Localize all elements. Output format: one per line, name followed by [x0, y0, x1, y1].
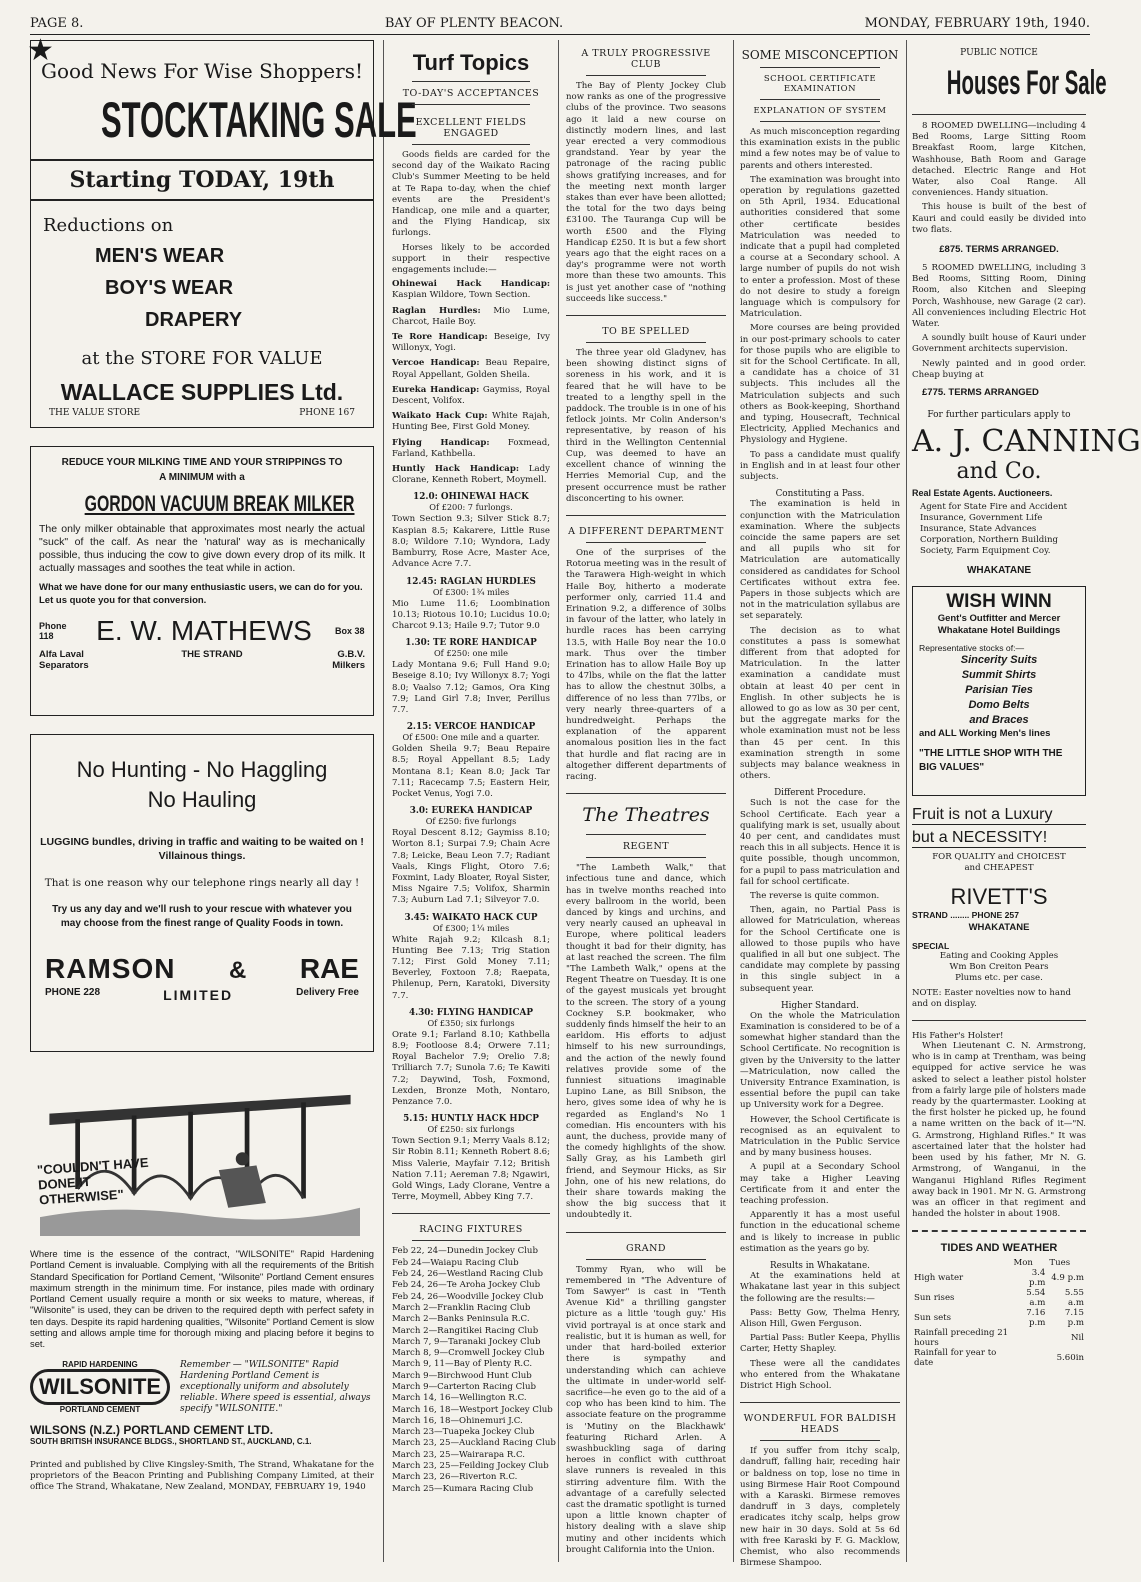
- race-pick-name: Ohinewai Hack Handicap:: [392, 279, 550, 290]
- tides-cell: Sun rises: [914, 1293, 955, 1304]
- fixtures-title: RACING FIXTURES: [419, 1224, 523, 1236]
- race-pick-name: Te Rore Handicap:: [392, 332, 488, 343]
- standard-heading: Higher Standard.: [781, 1000, 859, 1011]
- race-pick-name: Flying Handicap:: [392, 437, 490, 448]
- special-item: Plums etc. per case.: [955, 973, 1043, 984]
- wilsonite-caption: "COULDN'T HAVE DONE IT OTHERWISE": [36, 1154, 149, 1208]
- race-stake: Of £350; six furlongs: [427, 1017, 515, 1028]
- mathews-left: Alfa Laval Separators: [39, 649, 89, 671]
- race-heading: 12.0: OHINEWAI HACK: [413, 492, 529, 503]
- houses-title: Houses For Sale: [946, 64, 1107, 102]
- tides-cell: 4.9 p.m: [1051, 1273, 1084, 1284]
- race-pick: [392, 279, 550, 301]
- paper-name: BAY OF PLENTY BEACON.: [384, 16, 564, 31]
- special-item: Eating and Cooking Apples: [939, 951, 1059, 962]
- tides-cell: Nil: [1070, 1333, 1084, 1344]
- race-acceptances: Orate 9.1; Farland 8.10; Kathbella 8.9; Footloose 8.4; Orwere 7.11; Royal Bachelor 7.9; Orelio 7.8; Trilliarch 7.7; Sunola 7.6; Te Kawiti 7.2; Daywind, Tosh, Foxmond, Lexden, Bronze Moth, Nontaro, Penzance 7.0.: [392, 1029, 550, 1107]
- edu-p4: To pass a candidate must qualify in English and in at least four other subjects.: [740, 449, 900, 483]
- house2-kauri: A soundly built house of Kauri under Government architects supervision.: [912, 333, 1086, 355]
- fruit-line1: Fruit is not a Luxury: [912, 806, 1086, 825]
- winn-item: and Braces: [969, 714, 1029, 727]
- regent-heading: REGENT: [622, 841, 670, 853]
- race-pick: [392, 332, 550, 354]
- baldish-heading: WONDERFUL FOR BALDISH HEADS: [743, 1413, 897, 1436]
- bridge-illustration: [30, 1076, 370, 1236]
- fixture-item: March 9—Birchwood Hunt Club: [392, 1370, 532, 1381]
- tides-cell: 5.54 a.m: [1026, 1288, 1046, 1309]
- race-stake: Of £250: one mile: [433, 648, 509, 659]
- fixture-item: March 23, 25—Wairarapa R.C.: [392, 1449, 526, 1460]
- grand-heading: GRAND: [625, 1242, 667, 1254]
- winn-shop: "THE LITTLE SHOP WITH THE BIG VALUES": [919, 748, 1063, 774]
- winn-rep: Representative stocks of:—: [919, 643, 1025, 654]
- tides-cell: Rainfall for year to date: [914, 1348, 997, 1369]
- rivett-special: SPECIAL: [912, 941, 950, 952]
- race-pick-horses: Foxmead, Farland, Kathbella.: [392, 437, 550, 459]
- rivett-name: RIVETT'S: [950, 884, 1048, 910]
- edu-p10: On the whole the Matriculation Examination is considered to be of a somewhat higher standard than the School Certificate. No recognition is given by the University to the latter—Matriculation, now called the University Entrance Examination, is essential before the pupil can take up University work for a Degree.: [740, 1010, 900, 1111]
- winn-ad: [912, 586, 1086, 796]
- race-pick-horses: Beau Repaire, Royal Appellant, Golden Sheila.: [392, 358, 550, 380]
- tides-table: [912, 1258, 1086, 1368]
- race-acceptances: Royal Descent 8.12; Gaymiss 8.10; Worton 8.1; Surpai 7.9; Chain Acre 7.8; Leicke, Beau Leon 7.7; Radiant Vaals, Kings Flight, Otoro 7.6; Foxmint, Lady Bloater, Royal Sister, Miss Ngaire 7.5; Volifox, Sharmin 7.3; Auburn Lad 7.1; Silveyor 7.0.: [392, 828, 550, 906]
- house2-text: 5 ROOMED DWELLING, including 3 Bed Rooms, Sitting Room, Dining Room, also Kitchen and Sleeping Porch, Washhouse, new Garage (2 car). All conveniences including Electric Hot Water.: [912, 263, 1086, 330]
- race-pick: [392, 358, 550, 380]
- rivett-note: NOTE: Easter novelties now to hand and on display.: [912, 988, 1072, 1010]
- rivett-special-items: [912, 951, 1086, 984]
- theatres-title: The Theatres: [582, 804, 710, 827]
- race-pick: [392, 438, 550, 460]
- tides-header-row: [912, 1258, 1086, 1268]
- tides-cell: 7.15 p.m: [1064, 1308, 1084, 1329]
- canning-name: A. J. CANNING: [912, 424, 1141, 460]
- mathews-top: REDUCE YOUR MILKING TIME AND YOUR STRIPPINGS TO A MINIMUM with a: [61, 457, 343, 483]
- race-stake: Of £300; 1¼ miles: [432, 922, 510, 933]
- star-icon: ★: [27, 33, 54, 68]
- regent-text: "The Lambeth Walk," that infectious tune and dance, which has in twelve months reached into every ballroom in the world, been danced by kings and urchins, and very nearly caused an upheaval in Europe, where political leaders thought it bad for their dignity, has at last reached the screen. The film "The Lambeth Walk," opens at the Regent Theatre on Tuesday. It is one of the gayest musicals yet brought to the screen. The story of a young Cockney S.P. bookmaker, who suddenly finds himself the heir to an earldom. His efforts to adjust himself to his new surroundings, and the action of the newly found relatives provide some of the funniest situations imaginable Lupino Lane, as Bill Snibson, the hero, gives some idea of why he is regarded as England's No 1 comedian. His encounters with his aunt, the duchess, provide many of the comedy highlights of the show. Sally Gray, as his Lambeth girl friend, and Seymour Hicks, as Sir John, one of his new relations, do their share towards making the show the big success that it undoubtedly it.: [566, 863, 726, 1221]
- tides-cell: 3.4 p.m: [1029, 1268, 1046, 1289]
- mathews-right: G.B.V. Milkers: [332, 649, 365, 671]
- winn-title: WISH WINN: [946, 591, 1052, 613]
- race-stake: Of £250: five furlongs: [425, 816, 517, 827]
- spelled-text: The three year old Gladynev, has been showing distinct signs of soreness in his work, and it is feared that he will have to be treated to a lengthy spell in the paddock. The trouble is in one of his fetlock joints. Mr Colin Anderson's representative, by reason of his third in the Wellington Centennial Cup, was deemed to have an excellent chance of winning the Herries Memorial Cup, and the present occurrence must be rather disconcerting to his owner.: [566, 348, 726, 504]
- canning-agent-text: Agent for State Fire and Accident Insurance, Government Life Insurance, State Advances Corporation, Northern Building Society, Farm Equipment Coy.: [920, 502, 1068, 557]
- tides-cell: 5.55 a.m: [1064, 1288, 1084, 1309]
- house1-price: £875. TERMS ARRANGED.: [939, 244, 1059, 256]
- mathews-phone: Phone 118: [39, 621, 67, 641]
- ramson-name: RAMSON: [45, 953, 176, 984]
- turf-title: Turf Topics: [412, 50, 530, 75]
- procedure-heading: Different Procedure.: [774, 788, 866, 799]
- item-boys-wear: BOY'S WEAR: [105, 277, 234, 299]
- fixtures-list: [392, 1246, 556, 1495]
- ramson-p1: LUGGING bundles, driving in traffic and waiting to be waited on ! Villainous things.: [40, 836, 364, 862]
- tides-cell: Rainfall preceding 21 hours: [914, 1328, 1009, 1349]
- classifieds-column: [912, 40, 1141, 1369]
- reductions-label: Reductions on: [43, 215, 174, 236]
- department-heading: A DIFFERENT DEPARTMENT: [568, 525, 724, 537]
- edu-p3: More courses are being provided in our post-primary schools to cater for those pupils who are eligible to sit for the School Certificate. In all, a candidate has a choice of 31 subjects. This includes all the Matriculation subjects and such others as Book-keeping, Shorthand and typing, Housecraft, Technical Electricity, Applied Mechanics and Physiology and Hygiene.: [740, 323, 900, 446]
- race-acceptances: White Rajah 9.2; Kilcash 8.1; Hunting Bee 7.13; Trig Station 7.12; First Gold Money 7.11; Beverley, Foxtoon 7.8; Raepata, Philenup, Pern, Karatoki, Diversity 7.7.: [392, 934, 550, 1001]
- tides-row: [912, 1268, 1086, 1288]
- fixture-item: March 2—Franklin Racing Club: [392, 1302, 531, 1313]
- race-heading: 3.0: EUREKA HANDICAP: [409, 806, 533, 817]
- apply-text: For further particulars apply to: [927, 410, 1071, 421]
- house2-price: £775. TERMS ARRANGED: [922, 387, 1039, 399]
- education-column: [740, 40, 900, 1572]
- fixture-item: March 16, 18—Westport Jockey Club: [392, 1404, 553, 1415]
- race-stake: Of £250: six furlongs: [427, 1124, 515, 1135]
- milker-body: The only milker obtainable that approximates most nearly the actual "suck" of the calf. As near the 'natural' way as is mechanically possible, thus inducing the cow to give down every drop of its milk. It actually massages and soothes the teat while in action.: [39, 523, 365, 574]
- edu-p7: Such is not the case for the School Certificate. Each year a qualifying mark is set, usually about 40 per cent, and candidates must reach this in all subjects. Hence it is quite possible, though uncommon, for a pupil to pass matriculation and fail for school certificate.: [740, 798, 900, 887]
- racing-theatre-column: [566, 40, 726, 1559]
- ramson-delivery: Delivery Free: [296, 987, 359, 998]
- race-pick-name: Waikato Hack Cup:: [392, 411, 488, 422]
- mathews-name: E. W. MATHEWS: [96, 615, 312, 646]
- tides-header-cell: [912, 1258, 1011, 1268]
- edu-p2: The examination was brought into operation by regulations gazetted on 5th April, 1934. Educational authorities considered that some other certificate besides Matriculation was needed to indicate that a pupil had completed a course at a Secondary school. A large number of pupils do not wish to enter a profession. Most of these do not desire to study a foreign language which is compulsory for Matriculation.: [740, 174, 900, 320]
- house1-text: 8 ROOMED DWELLING—including 4 Bed Rooms, Large Sitting Room Breakfast Room, large Kitchen, Washhouse, Bath Room and Garage detached. Electric Range and Hot Water, also Coal Range. All conveniences. Handy situation.: [912, 121, 1086, 199]
- fixture-item: Feb 24, 26—Westland Racing Club: [392, 1269, 543, 1280]
- fixture-item: March 14, 16—Wellington R.C.: [392, 1393, 527, 1404]
- race-heading: 12.45: RAGLAN HURDLES: [406, 576, 536, 587]
- store-slogan: at the STORE FOR VALUE: [81, 348, 323, 369]
- race-heading: 1.30: TE RORE HANDICAP: [405, 638, 537, 649]
- column-rule: [558, 40, 559, 1562]
- holster-title: His Father's Holster!: [912, 1031, 1004, 1042]
- race-acceptances: Lady Montana 9.6; Full Hand 9.0; Beseige 8.10; Ivy Willonyx 8.7; Yogi 8.0; Vaalso 7.12; Gamos, Ora King 7.9; Land Girl 7.8; Inver, Perillus 7.7.: [392, 660, 550, 715]
- edu-p11: However, the School Certificate is recognised as an equivalent to Matriculation in the Public Service and by many business houses.: [740, 1114, 900, 1159]
- canning-agents: Real Estate Agents. Auctioneers.: [912, 488, 1053, 499]
- wallace-ad: [27, 33, 417, 428]
- winn-last: and ALL Working Men's lines: [919, 728, 1051, 740]
- ramson-ad: [30, 734, 374, 1052]
- ramson-p2: That is one reason why our telephone rings nearly all day !: [44, 877, 360, 889]
- fixture-item: March 9—Carterton Racing Club: [392, 1381, 536, 1392]
- turf-column: [392, 40, 556, 1495]
- tides-row: [912, 1308, 1086, 1328]
- tides-row: [912, 1328, 1086, 1348]
- edu-p9: Then, again, no Partial Pass is allowed for Matriculation, whereas for the School Certificate one is allowed to those pupils who have qualified in all but one subject. The candidate may complete by passing in this single subject in a subsequent year.: [740, 905, 900, 994]
- race-pick-horses: Beseige, Ivy Willonyx, Yogi.: [392, 332, 550, 354]
- progressive-heading: A TRULY PROGRESSIVE CLUB: [581, 48, 711, 70]
- winn-sub: Gent's Outfitter and Mercer Whakatane Hotel Buildings: [937, 613, 1061, 637]
- pass-heading: Constituting a Pass.: [775, 489, 865, 500]
- turf-sub2: EXCELLENT FIELDS ENGAGED: [415, 117, 527, 139]
- race-stake: Of £500: One mile and a quarter.: [402, 732, 540, 743]
- race-pick-horses: Kaspian Wildore, Town Section.: [392, 290, 531, 301]
- holster-text: When Lieutenant C. N. Armstrong, who is in camp at Trentham, was being equipped for active service he was asked to select a leather pistol holster from a fairly large pile of holsters made ready by the quartermaster. Looking at the first holster he picked up, he found a name written on the back of it—"N. G. Armstrong, Highland Rifles." It was ascertained later that the holster had been used by his father, Mr N. G. Armstrong, of Wanganui, in the Wanganui Highland Rifles Regiment away back in 1901. Mr N. G. Armstrong was an officer in that regiment and handed the holster in about 1908.: [912, 1041, 1086, 1220]
- tides-cell: High water: [914, 1273, 964, 1284]
- sale-start: Starting TODAY, 19th: [31, 159, 373, 201]
- race-pick-name: Vercoe Handicap:: [392, 358, 480, 369]
- ramson-line1: No Hunting - No Haggling: [76, 757, 328, 782]
- public-notice: PUBLIC NOTICE: [960, 48, 1038, 58]
- ampersand: &: [228, 957, 247, 984]
- wilsonite-ad: [30, 1070, 374, 1490]
- milker-offer: What we have done for our many enthusiastic users, we can do for you. Let us quote you for that conversion.: [39, 582, 363, 606]
- rivett-quality: FOR QUALITY and CHOICEST and CHEAPEST: [932, 852, 1066, 874]
- wilsonite-remember: Remember — "WILSONITE" Rapid Hardening Portland Cement is exceptionally uniform and absolutely reliable. Where speed is essential, always specify "WILSONITE.": [180, 1359, 371, 1414]
- turf-p2: Horses likely to be accorded support in their respective engagements include:—: [392, 242, 550, 276]
- fixture-item: March 23, 25—Feilding Jockey Club: [392, 1461, 549, 1472]
- grand-text: Tommy Ryan, who will be remembered in "The Adventure of Tom Sawyer" is cast in "Tenth Avenue Kid" a thrilling gangster picture as a little 'tough guy.' His vivid portrayal is at once stark and realistic, but it is human as well, for under that hard-boiled exterior there is sympathy and understanding which can achieve the ultimate in under-world self-sacrifice—he even go to the aid of a cop who has been kind to him. The associate feature on the programme is 'Mutiny on the Blackhawk' featuring Richard Arlen. A swashbuckling saga of daring heroes in conflict with cutthroat slave runners is revealed in this stirring adventure film. With the advantage of a carefully selected cast the dramatic spotlight is turned upon a little known chapter of history dealing with a slave ship mutiny and other incidents which brought California into the Union.: [566, 1264, 726, 1555]
- fixture-item: March 9, 11—Bay of Plenty R.C.: [392, 1359, 533, 1370]
- tides-cell: [1011, 1328, 1047, 1348]
- winn-item: Summit Shirts: [961, 669, 1037, 682]
- race-pick-name: Raglan Hurdles:: [392, 305, 481, 316]
- race-pick-name: Eureka Handicap:: [392, 384, 480, 395]
- edu-p8: The reverse is quite common.: [750, 891, 880, 901]
- misconception-title: SOME MISCONCEPTION: [741, 48, 899, 62]
- house1-kauri: This house is built of the best of Kauri and could easily be divided into two flats.: [912, 202, 1086, 235]
- fixture-item: March 23, 25—Auckland Racing Club: [392, 1438, 556, 1449]
- tides-row: [912, 1348, 1086, 1368]
- rivett-town: WHAKATANE: [968, 922, 1030, 934]
- fixture-item: March 7, 9—Taranaki Jockey Club: [392, 1336, 541, 1347]
- sale-title: STOCKTAKING SALE: [100, 92, 417, 148]
- race-acceptances: Mio Lume 11.6; Loombination 10.13; Riotous 10.10; Lucidus 10.0; Charcot 9.13; Haile 9.7; Tutor 9.0: [392, 598, 550, 631]
- mathews-box: Box 38: [334, 626, 365, 636]
- tides-cell: 5.60in: [1056, 1353, 1084, 1364]
- wilsonite-body: Where time is the essence of the contract, "WILSONITE" Rapid Hardening Portland Cement is invaluable. Complying with all the requirements of the British Standard Specification for Portland Cement, "Wilsonite" Portland Cement ensures maximum strength in the minimum time. For instance, piles made with ordinary Portland Cement usually require a month or six weeks to mature, whereas, if "Wilsonite" is used, they can be driven to the required depth with perfect safety in ten days. Despite its rapid hardening qualities, "Wilsonite" Portland Cement is slow setting and allows ample time for thorough mixing and placing before it begins to set.: [30, 1248, 374, 1350]
- ramson-p3: Try us any day and we'll rush to your rescue with whatever you may choose from the finest range of Quality Foods in town.: [52, 904, 352, 929]
- tides-header-cell: Tues: [1049, 1258, 1071, 1269]
- baldish-text: If you suffer from itchy scalp, dandruff, falling hair, receding hair or baldness on top, lose no time in using Birmese Hair Root Compound with a Karaski. Birmese removes dandruff in 3 days, completely eradicates itchy scalp, helps grow new hair in 30 days. Sold at 5s 6d with free Karaski by F. G. Macklow, Chemist, who also recommends Birmese Shampoo.: [740, 1446, 900, 1569]
- race-acceptances: Town Section 9.1; Merry Vaals 8.12; Sir Robin 8.11; Kenneth Robert 8.6; Miss Valerie, Mayfair 7.12; British Nation 7.11; Aereman 7.8; Ngawiri, Gold Wings, Lady Clorane, Ventre a Terre, Moymell, Abbey King 7.7.: [392, 1136, 550, 1203]
- mathews-ad: [30, 446, 374, 716]
- race-pick-horses: Lady Clorane, Kenneth Robert, Moymell.: [392, 464, 550, 486]
- wallace-phone: PHONE 167: [299, 408, 355, 418]
- progressive-text: The Bay of Plenty Jockey Club now ranks as one of the progressive clubs of the province. Two seasons ago it laid a new course on distinctly modern lines, and last year erected a very commodious grandstand. Year by year the patronage of the racing public shows gratifying increases, and for the meeting next month larger stakes than ever have been allotted; the total for the two days being £3100. The Tauranga Cup will be worth £500 and the Flying Handicap £250. It is but a few short years ago that the eight races on a day's programme were not worth more than these two amounts. This is just yet another case of "nothing succeeds like success.": [566, 81, 726, 304]
- race-pick-horses: Gaymiss, Royal Descent, Volifox.: [392, 384, 551, 407]
- race-pick-horses: Mio Lume, Charcot, Haile Boy.: [392, 305, 550, 327]
- edu-p5: The examination is held in conjunction with the Matriculation examination. Where the subjects coincide the same papers are set and all pupils who sit for Matriculation are automatically considered as candidates for School Certificates without extra fee. Papers in those subjects which are not in the matriculation syllabus are set separately.: [740, 499, 900, 622]
- column-rule: [383, 40, 384, 1562]
- ad-headline: Good News For Wise Shoppers!: [40, 59, 364, 83]
- explanation-heading: EXPLANATION OF SYSTEM: [753, 106, 887, 116]
- race-acceptances: Town Section 9.3; Silver Stick 8.7; Kaspian 8.5; Kakarere, Little Ruse 8.0; Wildore 7.10; Wyndora, Lady Bamburry, Rose Acre, Master Ace, Advance Acre 7.7.: [392, 514, 550, 570]
- issue-date: MONDAY, FEBRUARY 19th, 1940.: [864, 16, 1090, 31]
- tides-header-cell: Mon: [1013, 1258, 1033, 1269]
- column-rule: [906, 40, 907, 1562]
- fixture-item: Feb 24, 26—Te Aroha Jockey Club: [392, 1280, 541, 1291]
- edu-p17: These were all the candidates who entered from the Whakatane District High School.: [740, 1358, 900, 1391]
- edu-p15: Pass: Betty Gow, Thelma Henry, Alison Hill, Gwen Ferguson.: [740, 1307, 900, 1329]
- fixture-item: Feb 22, 24—Dunedin Jockey Club: [392, 1246, 538, 1257]
- rivett-strand: STRAND ........ PHONE 257: [912, 910, 1019, 921]
- page-number: PAGE 8.: [30, 16, 84, 31]
- department-text: One of the surprises of the Rotorua meeting was in the result of the Tarawera High-weight in which Haile Boy, hitherto a moderate performer only, carried 11.4 and Erination 9.2, a difference of 30lbs in favour of the latter, who lately in hurdle races has been carrying 13.5, with Haile Boy near the 10.0 mark. Thus over the timber Erination has to allow Haile Boy up to 47lbs, while on the flat the latter has to allow the chestnut 30lbs, a difference of no less than 77lbs, or very nearly three-quarters of a hundredweight. Perhaps the explanation of the apparent anomalous position lies in the fact that hurdle and flat racing are in altogether different departments of racing.: [566, 547, 726, 782]
- special-item: Wm Bon Creiton Pears: [949, 962, 1049, 973]
- exam-heading: SCHOOL CERTIFICATE EXAMINATION: [763, 74, 877, 94]
- tides-cell: 7.16 p.m: [1026, 1308, 1046, 1329]
- edu-p6: The decision as to what constitutes a pass is somewhat different from that adopted for Matriculation. In the latter examination a candidate must obtain at least 40 per cent in English. In other subjects he is allowed to go as low as 30 per cent, but the aggregate marks for the whole examination must not be less than 45 per cent. In this examination strength in some subjects may balance weakness in others.: [740, 625, 900, 782]
- fixture-item: March 2—Rangitikei Racing Club: [392, 1325, 539, 1336]
- race-pick-horses: White Rajah, Hunting Bee, First Gold Money.: [392, 411, 550, 433]
- mathews-mid: THE STRAND: [181, 649, 243, 660]
- winn-item: Sincerity Suits: [960, 654, 1038, 667]
- house2-cheap: Newly painted and in good order. Cheap buying at: [912, 358, 1086, 380]
- wallace-name: WALLACE SUPPLIES Ltd.: [60, 379, 344, 405]
- edu-p14: At the examinations held at Whakatane last year in this subject the following are the results:—: [740, 1271, 900, 1304]
- ramson-line2: No Hauling: [147, 787, 257, 812]
- wilsonite-seal: [30, 1360, 170, 1415]
- rae-name: RAE: [299, 953, 359, 984]
- race-acceptances: Golden Sheila 9.7; Beau Repaire 8.5; Royal Appellant 8.5; Lady Montana 8.1; Kean 8.0; Jack Tar 7.11; Racecamp 7.5; Eastern Heir, Pocket Venus, Yogi 7.0.: [392, 744, 550, 799]
- seal-bottom: PORTLAND CEMENT: [59, 1404, 141, 1414]
- race-heading: 5.15: HUNTLY HACK HDCP: [403, 1114, 539, 1125]
- race-stake: Of £200: 7 furlongs.: [429, 502, 513, 513]
- edu-p13: Apparently it has a most useful function in the educational scheme and is likely to increase in public estimation as the years go by.: [740, 1210, 900, 1254]
- canning-town: WHAKATANE: [966, 565, 1032, 577]
- winn-items: [919, 653, 1079, 728]
- fixture-item: March 8, 9—Cromwell Jockey Club: [392, 1348, 545, 1359]
- fixture-item: March 23, 26—Riverton R.C.: [392, 1472, 518, 1483]
- turf-races: [392, 492, 550, 1203]
- item-mens-wear: MEN'S WEAR: [95, 245, 225, 267]
- fixture-item: March 25—Kumara Racing Club: [392, 1483, 534, 1494]
- ramson-limited: LIMITED: [163, 987, 234, 1003]
- column-rule: [733, 40, 734, 1562]
- tides-cell: [1011, 1348, 1047, 1368]
- imprint: Printed and published by Clive Kingsley-Smith, The Strand, Whakatane for the proprietors of the Beacon Printing and Publishing Company Limited, at their office The Strand, Whakatane, New Zealand, MONDAY, FEBRUARY 19, 1940: [30, 1459, 374, 1492]
- results-heading: Results in Whakatane.: [770, 1261, 870, 1272]
- race-heading: 3.45: WAIKATO HACK CUP: [404, 912, 538, 923]
- tides-row: [912, 1288, 1086, 1308]
- canning-co: and Co.: [956, 459, 1042, 485]
- race-pick: [392, 411, 550, 433]
- milker-name: GORDON VACUUM BREAK MILKER: [84, 491, 355, 516]
- fruit-line2: but a NECESSITY!: [912, 829, 1086, 848]
- fixture-item: March 16, 18—Ohinemuri J.C.: [392, 1415, 523, 1426]
- tides-title: TIDES AND WEATHER: [940, 1242, 1058, 1255]
- fixture-item: Feb 24—Waiapu Racing Club: [392, 1257, 519, 1268]
- winn-item: Parisian Ties: [965, 684, 1033, 697]
- fixture-item: March 23—Tuapeka Jockey Club: [392, 1427, 535, 1438]
- seal-name: WILSONITE: [30, 1369, 170, 1405]
- tides-cell: Sun sets: [914, 1313, 952, 1324]
- wallace-tag: THE VALUE STORE: [49, 408, 141, 418]
- seal-top: RAPID HARDENING: [62, 1359, 138, 1369]
- turf-p1: Goods fields are carded for the second day of the Waikato Racing Club's Summer Meeting to be held at Te Rapa to-day, when the chief events are the President's Handicap, one mile and a quarter, and the Flying Handicap, six furlongs.: [392, 150, 550, 239]
- race-pick-name: Huntly Hack Handicap:: [392, 464, 520, 475]
- page-header: [30, 16, 1090, 35]
- winn-item: Domo Belts: [968, 699, 1030, 712]
- wilsonite-company: WILSONS (N.Z.) PORTLAND CEMENT LTD.: [30, 1422, 274, 1437]
- ads-column: [27, 33, 417, 1492]
- item-drapery: DRAPERY: [145, 309, 243, 331]
- race-stake: Of £300: 1¾ miles: [432, 586, 510, 597]
- turf-sub1: TO-DAY'S ACCEPTANCES: [402, 88, 540, 99]
- edu-p16: Partial Pass: Butler Keepa, Phyllis Carter, Hetty Shapley.: [740, 1333, 900, 1355]
- race-pick: [392, 306, 550, 328]
- race-heading: 4.30: FLYING HANDICAP: [409, 1007, 533, 1018]
- race-heading: 2.15: VERCOE HANDICAP: [406, 722, 536, 733]
- wilsonite-address: SOUTH BRITISH INSURANCE BLDGS., SHORTLAND ST., AUCKLAND, C.1.: [30, 1436, 312, 1446]
- ramson-phone: PHONE 228: [45, 987, 101, 998]
- race-pick: [392, 385, 550, 407]
- spelled-heading: TO BE SPELLED: [602, 326, 690, 338]
- edu-p1: As much misconception regarding this examination exists in the public mind a few notes may be of value to parents and others interested.: [740, 127, 900, 171]
- fixture-item: Feb 24, 26—Woodville Jockey Club: [392, 1291, 544, 1302]
- turf-picks: [392, 279, 550, 486]
- edu-p12: A pupil at a Secondary School may take a Higher Leaving Certificate from it and enter the teaching profession.: [740, 1162, 900, 1207]
- race-pick: [392, 464, 550, 486]
- fixture-item: March 2—Banks Peninsula R.C.: [392, 1314, 530, 1325]
